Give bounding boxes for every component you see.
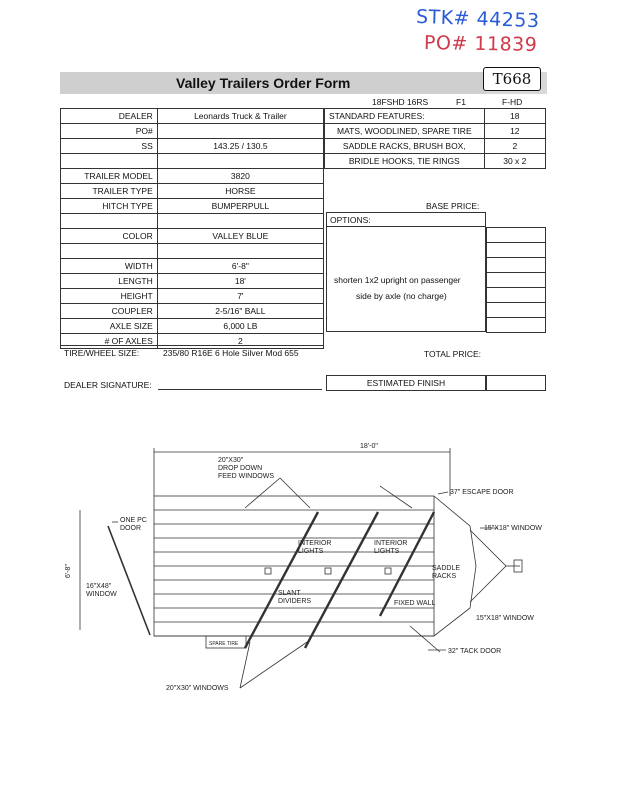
feed-windows-label-1: 20"X30" <box>218 457 244 464</box>
option-price-row <box>487 243 546 258</box>
options-box <box>326 212 486 332</box>
option-price-cell <box>487 273 546 288</box>
slant-dividers-label-2: DIVIDERS <box>278 598 312 605</box>
handwritten-stock-number: STK# 44253 <box>415 5 540 33</box>
order-row-label: DEALER <box>61 109 158 124</box>
order-row-value: BUMPERPULL <box>157 199 323 214</box>
order-row <box>61 259 324 274</box>
length-dimension-label: 18'-0" <box>360 443 378 450</box>
stock-code-box: T668 <box>483 67 541 91</box>
order-row-value <box>157 244 323 259</box>
order-row-value <box>157 214 323 229</box>
order-row-value: Leonards Truck & Trailer <box>157 109 323 124</box>
slant-dividers-label-1: SLANT <box>278 590 301 597</box>
order-row <box>61 169 324 184</box>
order-row <box>61 214 324 229</box>
feed-windows-label-2: DROP DOWN <box>218 465 263 472</box>
option-price-cell <box>487 243 546 258</box>
order-row-label: PO# <box>61 124 158 139</box>
f1-label: F1 <box>456 97 466 107</box>
order-row <box>61 289 324 304</box>
option-price-cell <box>487 258 546 273</box>
rear-window-label-1: 16"X48" <box>86 583 112 590</box>
options-divider <box>326 226 486 227</box>
interior-lights-label-b1: INTERIOR <box>374 540 408 547</box>
tire-wheel-line <box>60 345 324 361</box>
feature-qty: 30 x 2 <box>484 154 545 169</box>
feature-qty: 2 <box>484 139 545 154</box>
front-window-label: 15"X18" WINDOW <box>484 525 542 532</box>
options-note-line2: side by axle (no charge) <box>356 291 447 301</box>
feature-line: SADDLE RACKS, BRUSH BOX, <box>325 139 485 154</box>
estimated-finish-label: ESTIMATED FINISH <box>366 378 446 388</box>
order-row <box>61 109 324 124</box>
options-note-line1: shorten 1x2 upright on passenger <box>334 275 461 285</box>
order-row <box>61 319 324 334</box>
feed-windows-label-3: FEED WINDOWS <box>218 473 274 480</box>
interior-lights-label-b2: LIGHTS <box>374 548 400 555</box>
standard-features-heading: STANDARD FEATURES: <box>325 109 485 124</box>
order-row-label <box>61 214 158 229</box>
order-row-value: 2-5/16" BALL <box>157 304 323 319</box>
saddle-racks-label-2: RACKS <box>432 573 457 580</box>
option-price-row <box>487 318 546 333</box>
order-row-label: LENGTH <box>61 274 158 289</box>
form-title: Valley Trailers Order Form <box>176 75 351 91</box>
light-marker <box>385 568 391 574</box>
order-row <box>61 304 324 319</box>
option-price-row <box>487 258 546 273</box>
options-heading: OPTIONS: <box>330 215 371 225</box>
order-row <box>61 184 324 199</box>
feature-qty: 12 <box>484 124 545 139</box>
side-window-label: 15"X18" WINDOW <box>476 615 534 622</box>
option-price-row <box>487 288 546 303</box>
bottom-windows-label: 20"X30" WINDOWS <box>166 685 229 692</box>
order-row <box>61 274 324 289</box>
order-row-value: 2 <box>157 334 323 349</box>
rear-door <box>108 526 150 635</box>
option-price-cell <box>487 303 546 318</box>
options-price-column <box>486 227 546 333</box>
order-row-value: 6,000 LB <box>157 319 323 334</box>
estimated-finish-value <box>486 375 546 391</box>
order-row <box>61 199 324 214</box>
floorboards <box>154 510 434 622</box>
order-details-table <box>60 108 324 349</box>
light-marker <box>265 568 271 574</box>
base-price-label: BASE PRICE: <box>426 201 480 211</box>
order-row-label <box>61 154 158 169</box>
order-row <box>61 124 324 139</box>
order-row-label: COUPLER <box>61 304 158 319</box>
order-row-value: 6'-8" <box>157 259 323 274</box>
order-row <box>61 229 324 244</box>
order-row-label: HITCH TYPE <box>61 199 158 214</box>
order-row-value: 143.25 / 130.5 <box>157 139 323 154</box>
order-row-label: SS <box>61 139 158 154</box>
option-price-cell <box>487 318 546 333</box>
order-row-value: 3820 <box>157 169 323 184</box>
width-dimension-label: 6'-8" <box>65 564 72 578</box>
dealer-signature-line <box>158 389 322 390</box>
fhd-label: F-HD <box>502 97 523 107</box>
total-price-label: TOTAL PRICE: <box>424 349 481 359</box>
saddle-racks-label-1: SADDLE <box>432 565 461 572</box>
option-price-row <box>487 273 546 288</box>
order-row-value <box>157 154 323 169</box>
option-price-row <box>487 303 546 318</box>
fixed-wall-label: FIXED WALL <box>394 600 436 607</box>
tack-door-label: 32" TACK DOOR <box>448 648 502 655</box>
order-row-value: HORSE <box>157 184 323 199</box>
estimated-finish-box <box>326 375 486 391</box>
standard-features-table <box>324 108 546 169</box>
escape-door-label: 37" ESCAPE DOOR <box>450 489 514 496</box>
dealer-signature-label: DEALER SIGNATURE: <box>64 380 152 390</box>
order-row-label: TRAILER MODEL <box>61 169 158 184</box>
tire-wheel-label: TIRE/WHEEL SIZE: <box>64 348 140 358</box>
interior-lights-label-a2: LIGHTS <box>298 548 324 555</box>
option-price-cell <box>487 288 546 303</box>
order-row-label: AXLE SIZE <box>61 319 158 334</box>
order-row <box>61 154 324 169</box>
order-row-label <box>61 244 158 259</box>
order-row-label: WIDTH <box>61 259 158 274</box>
order-row-label: HEIGHT <box>61 289 158 304</box>
one-pc-door-label-2: DOOR <box>120 525 141 532</box>
model-code: 18FSHD 16RS <box>372 97 429 107</box>
order-row-label: TRAILER TYPE <box>61 184 158 199</box>
handwritten-po-number: PO# 11839 <box>423 32 538 56</box>
interior-lights-label-a1: INTERIOR <box>298 540 332 547</box>
spare-tire-label: SPARE TIRE <box>209 641 239 647</box>
one-pc-door-label-1: ONE PC <box>120 517 147 524</box>
order-row-value: VALLEY BLUE <box>157 229 323 244</box>
order-row-value: 7' <box>157 289 323 304</box>
order-row-value <box>157 124 323 139</box>
option-price-row <box>487 228 546 243</box>
option-price-cell <box>487 228 546 243</box>
rear-window-label-2: WINDOW <box>86 591 117 598</box>
feature-line: BRIDLE HOOKS, TIE RINGS <box>325 154 485 169</box>
light-marker <box>325 568 331 574</box>
trailer-tongue <box>470 530 506 602</box>
order-row <box>61 139 324 154</box>
order-row-label: # OF AXLES <box>61 334 158 349</box>
order-row-label: COLOR <box>61 229 158 244</box>
trailer-floorplan-diagram <box>0 430 618 730</box>
order-row <box>61 244 324 259</box>
tire-wheel-value: 235/80 R16E 6 Hole Silver Mod 655 <box>163 348 299 358</box>
feature-qty: 18 <box>484 109 545 124</box>
order-row-value: 18' <box>157 274 323 289</box>
feature-line: MATS, WOODLINED, SPARE TIRE <box>325 124 485 139</box>
